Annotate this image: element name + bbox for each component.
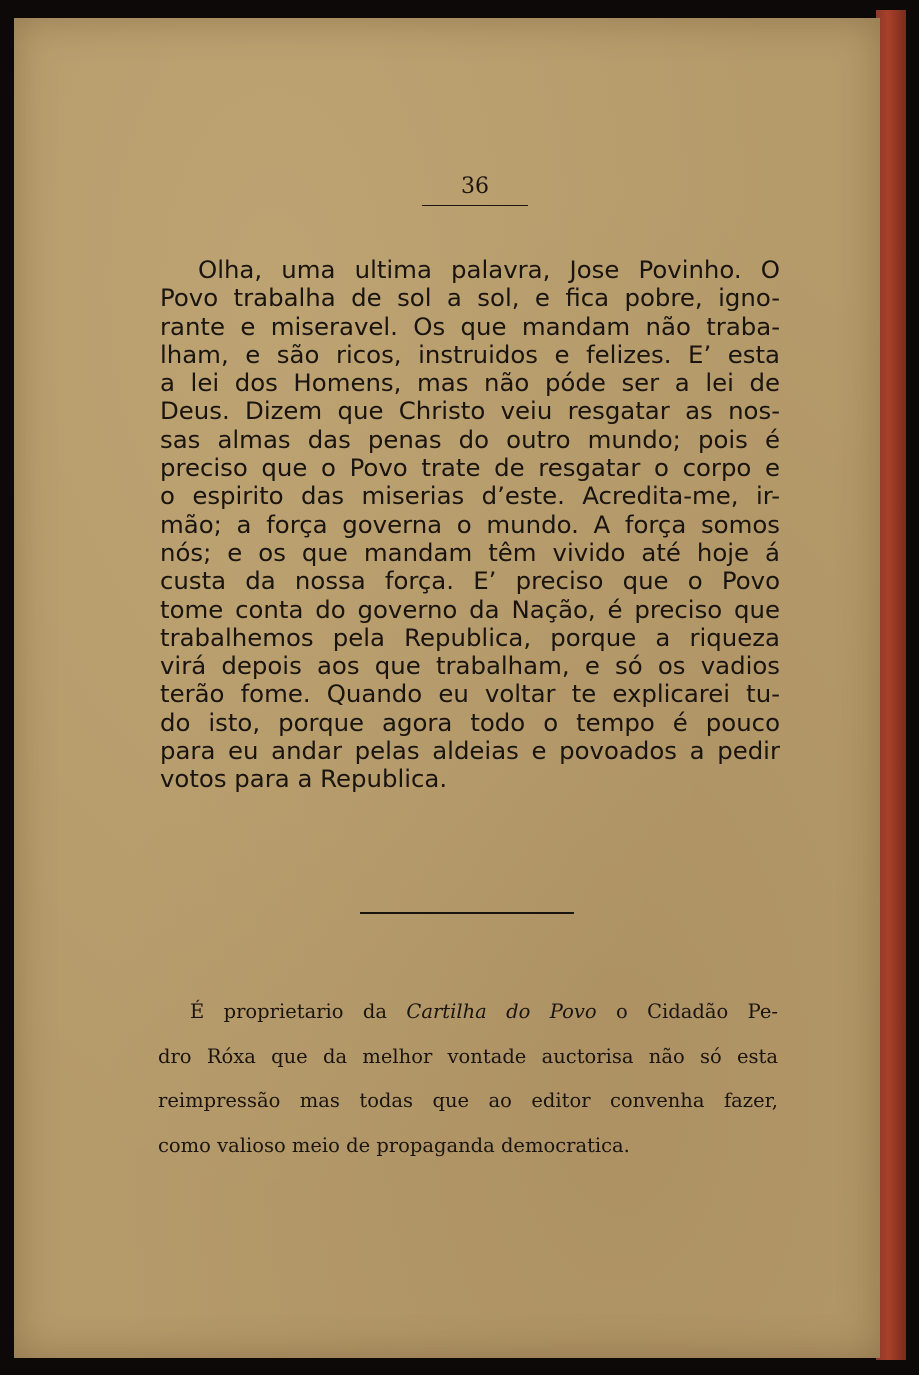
body-line: votos para a Republica. — [160, 764, 448, 794]
body-line: mão; a força governa o mundo. A força somos — [160, 509, 780, 539]
body-line: o espirito das miserias d’este. Acredita-me, ir- — [160, 481, 780, 511]
body-line: virá depois aos que trabalham, e só os vadios — [160, 651, 780, 681]
colophon-text: o Cidadão Pe- — [596, 1000, 779, 1023]
page-number: 36 — [422, 174, 528, 206]
body-line: Povo trabalha de sol a sol, e fica pobre, igno- — [160, 283, 780, 313]
colophon-line: reimpressão mas todas que ao editor convenha fazer, — [158, 1089, 778, 1112]
section-divider — [360, 912, 574, 914]
body-line: do isto, porque agora todo o tempo é pouco — [160, 707, 780, 737]
body-line: lham, e são ricos, instruidos e felizes. E’ esta — [160, 339, 780, 369]
colophon-text: É proprietario da — [190, 1000, 407, 1023]
body-line: Deus. Dizem que Christo veiu resgatar as nos- — [160, 396, 780, 426]
colophon-line: dro Róxa que da melhor vontade auctorisa não só esta — [158, 1044, 778, 1068]
body-line: rante e miseravel. Os que mandam não traba- — [160, 311, 780, 341]
body-line: para eu andar pelas aldeias e povoados a pedir — [160, 736, 780, 766]
colophon-line: como valioso meio de propaganda democratica. — [158, 1133, 630, 1157]
body-line: tome conta do governo da Nação, é preciso que — [160, 594, 780, 624]
body-line: Olha, uma ultima palavra, Jose Povinho. O — [198, 255, 780, 284]
body-line: nós; e os que mandam têm vivido até hoje á — [160, 537, 780, 567]
body-paragraph — [160, 256, 780, 794]
book-title: Cartilha do Povo — [406, 1000, 597, 1023]
book-edge — [876, 10, 906, 1360]
body-line: terão fome. Quando eu voltar te explicarei tu- — [160, 679, 780, 709]
body-line: sas almas das penas do outro mundo; pois é — [160, 424, 780, 454]
colophon-note — [158, 990, 778, 1168]
body-line: preciso que o Povo trate de resgatar o corpo e — [160, 453, 780, 483]
body-line: a lei dos Homens, mas não póde ser a lei de — [160, 368, 780, 398]
body-line: trabalhemos pela Republica, porque a riqueza — [160, 622, 780, 652]
colophon-line — [158, 990, 778, 1035]
body-line: custa da nossa força. E’ preciso que o Povo — [160, 566, 780, 596]
